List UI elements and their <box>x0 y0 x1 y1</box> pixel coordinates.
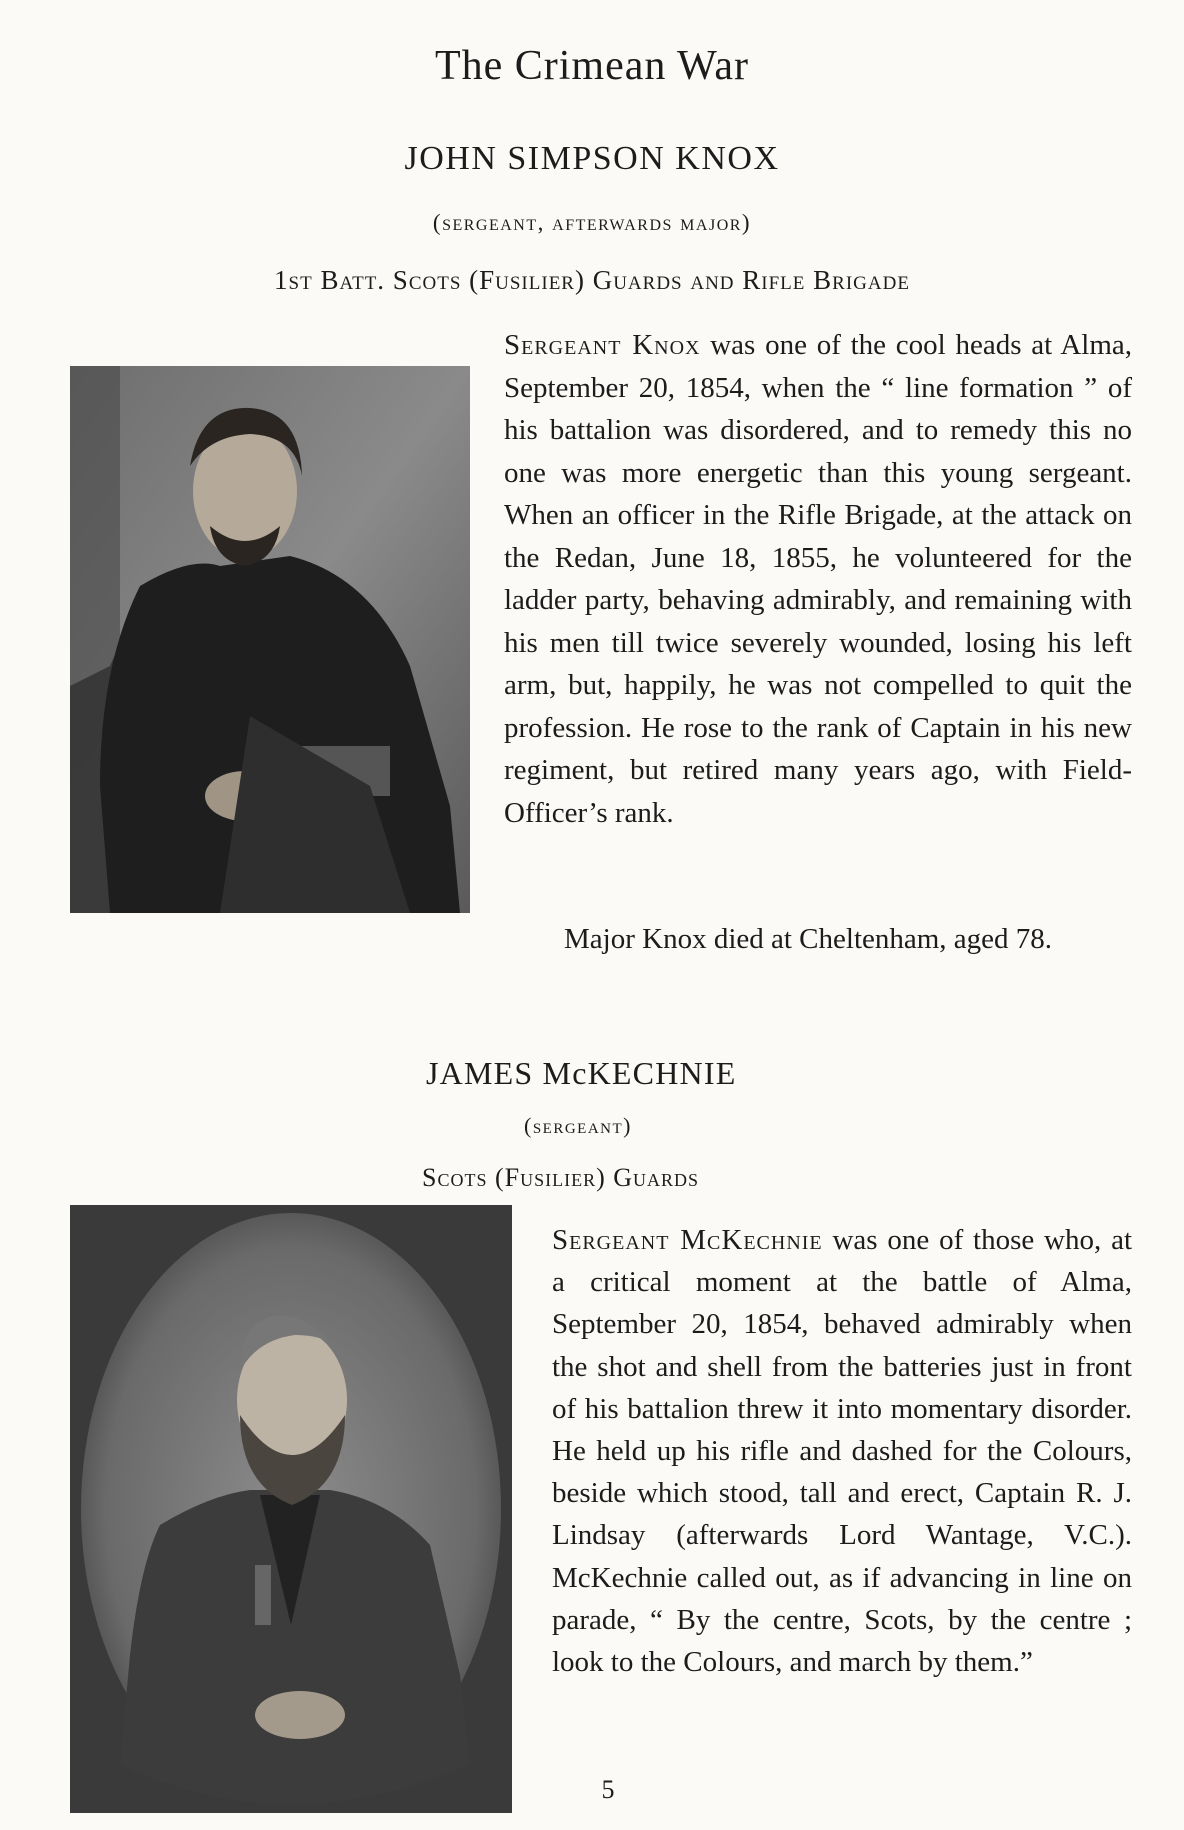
page-title: The Crimean War <box>434 43 750 89</box>
entry-lead: Sergeant Knox <box>504 329 701 361</box>
page-number: 5 <box>601 1775 615 1804</box>
portrait-photo-mckechnie <box>70 1205 512 1813</box>
entry-body: was one of those who, at a critical moment at the battle of Alma, September 20, 1854, behaved admirably when the shot and shell from the batteries just in front of his battalion threw it into momentary disorder. He held up his rifle and dashed for the Colours, beside which stood, tall and erect, Captain R. J. Lindsay (afterwards Lord Wantage, V.C.). McKechnie called out, as if advancing in line on parade, “ By the centre, Scots, by the centre ; look to the Colours, and march by them.” <box>552 1224 1132 1679</box>
entry-paragraph <box>552 1219 1132 1683</box>
entry-paragraph <box>504 324 1132 834</box>
entry-name: JOHN SIMPSON KNOX <box>404 140 780 177</box>
entry-rank: (sergeant) <box>524 1113 632 1138</box>
portrait-photo-knox <box>70 366 470 913</box>
entry-paragraph-2: Major Knox died at Cheltenham, aged 78. <box>564 923 1053 955</box>
entry-rank: (sergeant, afterwards major) <box>432 210 752 235</box>
entry-unit: 1st Batt. Scots (Fusilier) Guards and Rifle Brigade <box>274 265 910 295</box>
entry-name: JAMES McKECHNIE <box>426 1055 737 1091</box>
entry-unit: Scots (Fusilier) Guards <box>422 1163 700 1192</box>
entry-body: was one of the cool heads at Alma, September 20, 1854, when the “ line formation ” of his battalion was disordered, and to remedy this no one was more energetic than this young sergeant. When an officer in the Rifle Brigade, at the attack on the Redan, June 18, 1855, he volunteered for the ladder party, behaving admirably, and remaining with his men till twice severely wounded, losing his left arm, but, happily, he was not compelled to quit the profession. He rose to the rank of Captain in his new regiment, but retired many years ago, with Field-Officer’s rank. <box>504 329 1132 829</box>
entry-lead: Sergeant McKechnie <box>552 1224 823 1256</box>
